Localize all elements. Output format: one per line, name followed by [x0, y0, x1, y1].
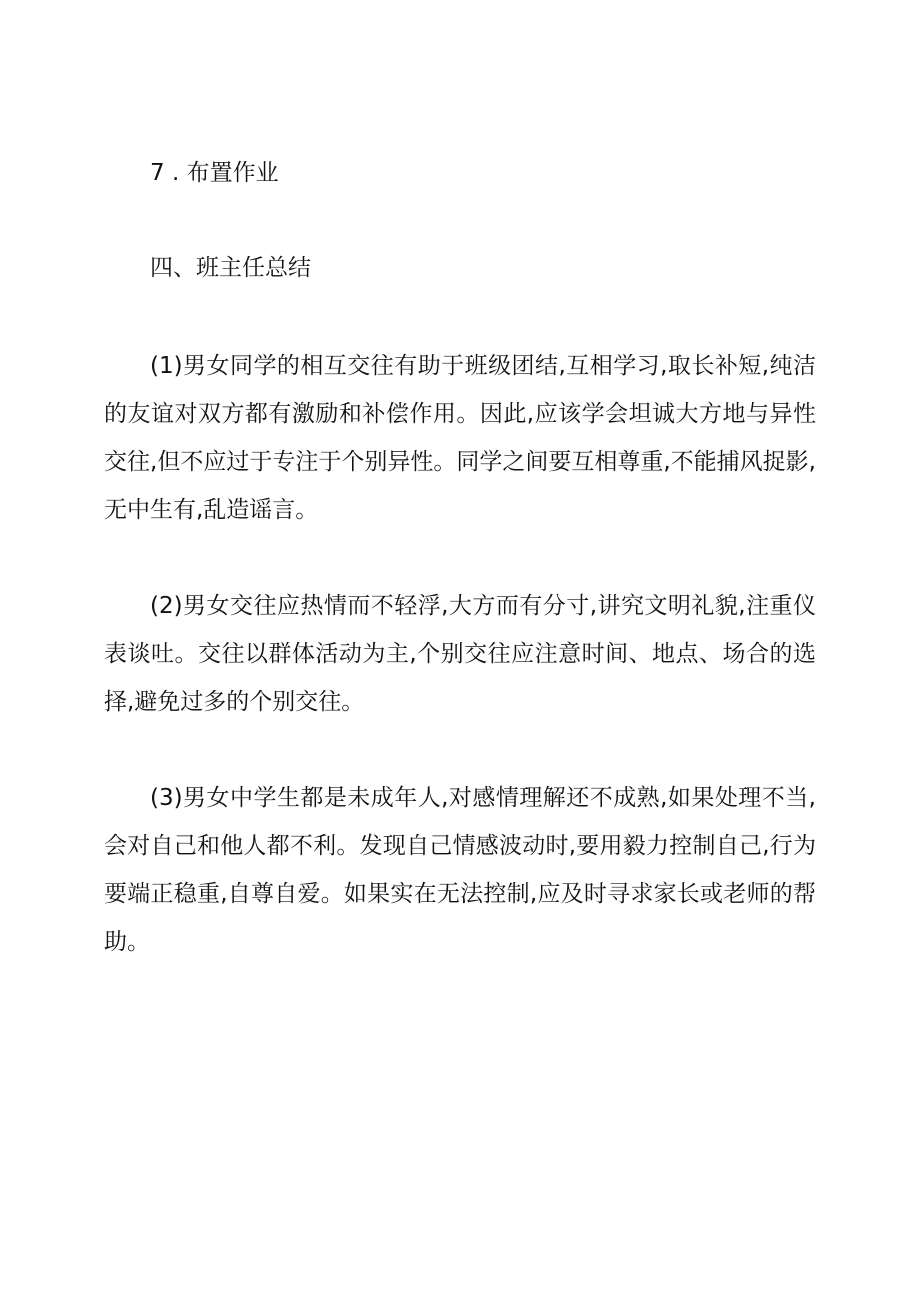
summary-paragraph-3: (3)男女中学生都是未成年人,对感情理解还不成熟,如果处理不当,会对自己和他人都不利。发现自己情感波动时,要用毅力控制自己,行为要端正稳重,自尊自爱。如果实在无法控制,应及时寻求家长或老师的帮助。 — [104, 785, 816, 955]
summary-paragraph-2: (2)男女交往应热情而不轻浮,大方而有分寸,讲究文明礼貌,注重仪表谈吐。交往以群体活动为主,个别交往应注意时间、地点、场合的选择,避免过多的个别交往。 — [104, 593, 816, 715]
item-7-heading: 7 . 布置作业 — [150, 160, 279, 186]
summary-paragraph-1: (1)男女同学的相互交往有助于班级团结,互相学习,取长补短,纯洁的友谊对双方都有激励和补偿作用。因此,应该学会坦诚大方地与异性交往,但不应过于专注于个别异性。同学之间要互相尊重,不能捕风捉影,无中生有,乱造谣言。 — [104, 353, 816, 523]
section-4-title: 四、班主任总结 — [150, 255, 311, 281]
